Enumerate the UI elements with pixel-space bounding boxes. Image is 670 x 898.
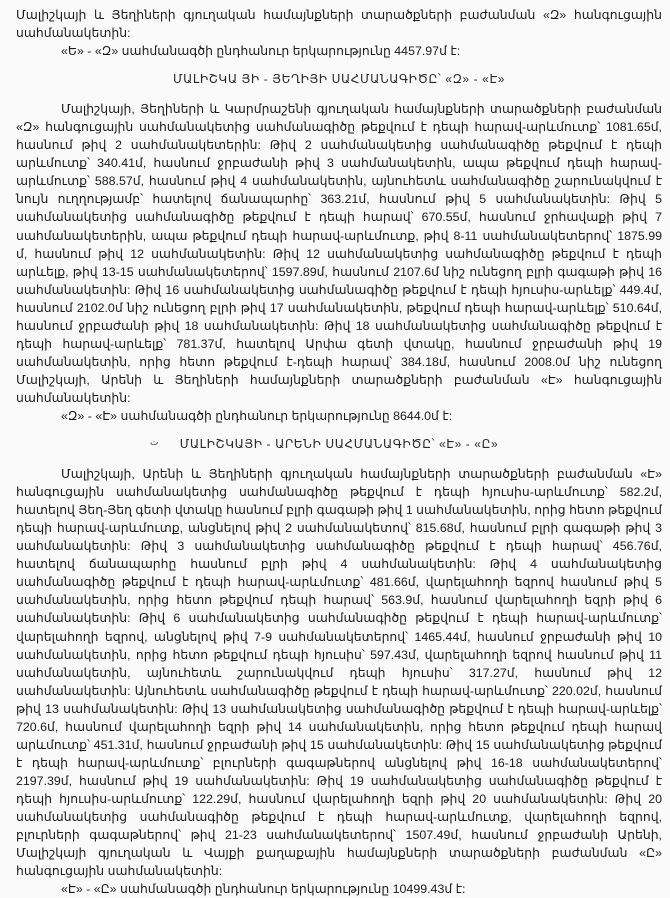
section1-total-length: «Զ» - «Է» սահմանագծի ընդհանուր երկարությունը 8644.0մ է:	[61, 408, 453, 423]
document-page	[16, 6, 662, 898]
intro-paragraph: Մալիշկայի և Յեղիների գյուղական համայնքների տարածքների բաժանման «Զ» հանգուցային սահմանակետին:	[16, 8, 662, 41]
margin-mark: ت	[150, 437, 159, 448]
section2-paragraph: Մալիշկայի, Արենի և Յեղիների գյուղական համայնքների տարածքների բաժանման «Է» հանգուցային սահմանակետից սահմանագիծը թեքվում է դեպի հյուսիս-արևմուտք՝ 582.2մ, հատելով Յեղ-Յեղ գետի վտակը հասնում բլրի գագաթի թիվ 1 սահմանակետին, որից հետո թեքվում դեպի հարավ-արևմուտք, անցնելով թիվ 2 սահմանակետով՝ 815.68մ, հասնում բլրի գագաթի թիվ 3 սահմանակետին: Թիվ 3 սահմանակետից սահմանագիծը թեքվում է դեպի հարավ՝ 456.76մ, հատելով ճանապարհը հասնում բլրի թիվ 4 սահմանակետին: Թիվ 4 սահմանակետից սահմանագիծը թեքվում է դեպի հարավ-արևմուտք՝ 481.66մ, վարելահողի եզրով հասնում թիվ 5 սահմանակետին, որից հետո թեքվում դեպի հարավ՝ 563.9մ, հասնում վարելահողի եզրի թիվ 6 սահմանակետին: Թիվ 6 սահմանակետից սահմանագիծը թեքվում է դեպի հարավ-արևմուտք՝ վարելահողի եզրով, անցնելով թիվ 7-9 սահմանակետերով՝ 1465.44մ, հասնում ջրբաժանի թիվ 10 սահմանակետին, որից հետո թեքվում դեպի հյուսիս՝ 597.43մ, վարելահողի եզրով հասնում թիվ 11 սահմանակետին, այնուհետև շարունակվում դեպի հյուսիս՝ 317.27մ, հասնում թիվ 12 սահմանակետին: Այնուհետև սահմանագիծը թեքվում է դեպի հարավ-արևմուտք՝ 220.02մ, հասնում թիվ 13 սահմանակետին: Թիվ 13 սահմանակետից սահմանագիծը թեքվում է դեպի հարավ-արևելք՝ 720.6մ, հասնում վարելահողի եզրի թիվ 14 սահմանակետին, որից հետո թեքվում դեպի հարավ արևմուտք՝ 451.31մ, հասնում ջրբաժանի թիվ 15 սահմանակետին: Թիվ 15 սահմանակետից թեքվում է դեպի հարավ-արևմուտք՝ բլուրների գագաթներով անցնելով թիվ 16-18 սահմանակետերով՝ 2197.39մ, հասնում թիվ 19 սահմանակետին: Թիվ 19 սահմանակետից սահմանագիծը թեքվում է դեպի հյուսիս-արևմուտք՝ 122.29մ, հասնում վարելահողի եզրի թիվ 20 սահմանակետին: Թիվ 20 սահմանակետից սահմանագիծը թեքվում է դեպի հարավ-արևմուտք, վարելահողի եզրով, բլուրների գագաթներով՝ թիվ 21-23 սահմանակետերով՝ 1507.49մ, հասնում ջրբաժանի Արենի, Մալիշկայի գյուղական և Վայքի քաղաքային համայնքների տարածքների բաժանման «Ը» հանգուցային սահմանակետին:	[16, 467, 662, 879]
section1-paragraph: Մալիշկայի, Յեղիների և Կարմրաշենի գյուղական համայնքների տարածքների բաժանման «Զ» հանգուցային սահմանակետից սահմանագիծը թեքվում է դեպի հարավ-արևմուտք՝ 1081.65մ, հասնում թիվ 2 սահմանակետերին: Թիվ 2 սահմանակետից սահմանագիծը թեքվում է դեպի արևմուտք՝ 340.41մ, հասնում ջրբաժանի թիվ 3 սահմանակետին, ապա թեքվում դեպի հարավ-արևմուտք՝ 588.57մ, հասնում թիվ 4 սահմանակետին, այնուհետև սահմանագիծը շարունակվում է նույն ուղղությամբ՝ հատելով ճանապարհը՝ 363.21մ, հասնում թիվ 5 սահմանակետին: Թիվ 5 սահմանակետից սահմանագիծը թեքվում է դեպի հարավ՝ 670.55մ, հասնում ջրհավաքի թիվ 7 սահմանակետերին, ապա թեքվում դեպի հարավ-արևմուտք, թիվ 8-11 սահմանակետերով՝ 1875.99 մ, հասնում թիվ 12 սահմանակետին: Թիվ 12 սահմանակետից սահմանագիծը թեքվում է դեպի արևելք, թիվ 13-15 սահմանակետերով՝ 1597.89մ, հասնում 2107.6մ նիշ ունեցող բլրի գագաթի թիվ 16 սահմանակետին: Թիվ 16 սահմանակետից սահմանագիծը թեքվում է դեպի հյուսիս-արևելք՝ 449.4մ, հասնում 2102.0մ նիշ ունեցող բլրի թիվ 17 սահմանակետին, թեքվում դեպի հարավ-արևելք՝ 510.64մ, հասնում ջրբաժանի թիվ 18 սահմանակետին: Թիվ 18 սահմանակետից սահմանագիծը թեքվում է դեպի հարավ-արևելք՝ 781.37մ, հատելով Արփա գետի վտակը, հասնում ջրբաժանի թիվ 19 սահմանակետին, որից հետո թեքվում է-դեպի հարավ՝ 384.18մ, հասնում 2008.0մ նիշ ունեցող Մալիշկայի, Արենի և Յեղիների համայնքների տարածքների բաժանման «Է» հանգուցային սահմանակետին:	[16, 102, 662, 405]
intro-total-length: «Ե» - «Զ» սահմանագծի ընդհանուր երկարությունը 4457.97մ է:	[61, 44, 461, 59]
section1-heading: ՄԱԼԻՇԿԱ ՅԻ - ՅԵՂԻՅԻ ՍԱՀՄԱՆԱԳԻԾԸ՝ «Զ» - «Է»	[172, 72, 506, 87]
section2-total-length: «Է» - «Ը» սահմանագծի ընդհանուր երկարությունը 10499.43մ է:	[61, 882, 466, 897]
section2-heading: ՄԱԼԻՇԿԱՅԻ - ԱՐԵՆԻ ՍԱՀՄԱՆԱԳԻԾԸ՝ «Է» - «Ը»	[179, 437, 499, 452]
